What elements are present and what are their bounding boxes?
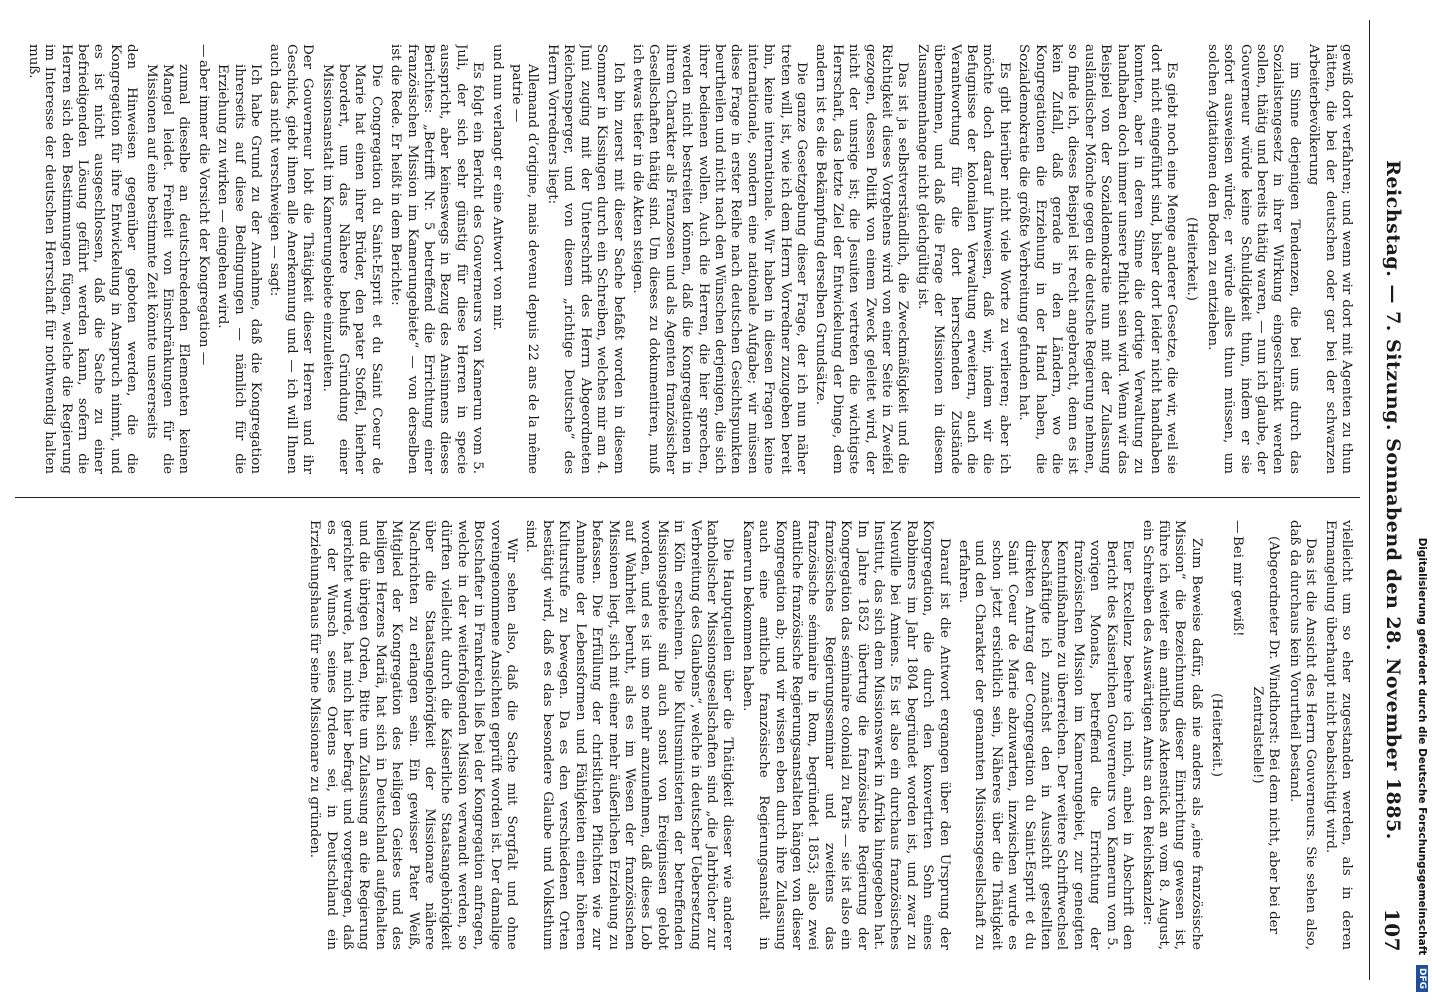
paragraph: und nun verlangt er eine Antwort von mir. [489,44,505,331]
paragraph: Darauf ist die Antwort ergangen über den Ursprung der Kongregation, die durch den konvertirten Sohn eines Rabbiners im Jahr 1804 begründet worden ist, und zwar zu Neuville bei Amiens. Es ist also ein durchaus französisches Institut, das sich dem Missionswerk in Afrika hingegeben hat. Im Jahre 1852 übertrug die französische Regierung der Kongregation das séminaire colonial zu Paris — sie ist also ein französisches Regierungsseminar und zweitens das französische séminaire in Rom, begründet 1853; also zwei amtliche französische Regierungsanstalten hängen von dieser Kongregation ab; und wir wissen eben durch ihre Zulassung auch eine amtliche französische Regierungsanstalt in Kamerun bekommen haben. [739,520,952,950]
paragraph: Allemand d’origine, mais devenu depuis 22 ans de la même patrie — [509,64,541,474]
paragraph: Es gibt hierüber nicht viele Worte zu verlieren; aber ich möchte doch darauf hinweisen, daß wir, indem wir die Befugnisse der kolonialen Verwaltung erweitern, auch die Verantwortung für die dort herrschenden Zustände übernehmen, und daß die Frage der Missionen in diesem Zusammenhange nicht gleichgültig ist. [914,44,1012,474]
dfg-logo: DFG [1416,965,1428,992]
paragraph: (Heiterkeit.) [1209,693,1225,777]
paragraph: den Hinweisen gegenüber geboten werden, die die Kongregation für ihre Entwickelung in Anspruch nimmt, und es ist nicht ausgeschlossen, daß die Sache zu einer befriedigenden Lösung geführt werden kann, sofern die Herren sich den Bestimmungen fügen, welche die Regierung im Interesse der deutschen Herrschaft für nothwendig halten muß. [25,44,140,474]
paragraph: Es folgt ein Bericht des Gouverneurs von Kamerun vom 5. Juli, der sich sehr günstig für diese Herren in specie ausspricht, aber keineswegs in Bezug des Ansinnens dieses Berichtes: „Betrifft Nr. 5 betreffend die Errichtung einer französischen Mission im Kamerungebiete“ — von derselben ist die Rede. Er heißt in dem Berichte: [388,44,486,474]
paragraph: Es giebt noch eine Menge anderer Gesetze, die wir, weil sie dort nicht eingeführt sind, bisher dort leider nicht handhaben konnten, aber in deren Sinne die dortige Verwaltung zu handhaben doch immer unsere Pflicht sein wird. Wenn wir das Beispiel von der Sozialdemokratie nun mit der Zulassung ausländischer Mönche gegen die deutsche Regierung nehmen, so finde ich, dieses Beispiel ist recht angebracht, denn es ist kein Zufall, daß gerade in den Ländern, wo die Kongregationen die Erziehung in der Hand haben, die Sozialdemokratie die größte Verbreitung gefunden hat. [1016,44,1179,474]
paragraph: — aber immer die Vorsicht der Kongregation — [194,44,210,474]
page-number: 107 [1380,908,1404,952]
paragraph: (Heiterkeit.) [1184,217,1200,301]
paragraph: im Sinne derjenigen Tendenzen, die bei uns durch das Sozialistengesetz in ihrer Wirkung eingeschränkt werden sollen, thätig und bereits thätig waren, — nun ich glaube, der Gouverneur würde keine Schuldigkeit thun, indem er sie sofort ausweisen würde; er würde alles thun müssen, um solchen Agitationen den Boden zu entziehen. [1204,44,1302,474]
paragraph: gewiß dort verfahren; und wenn wir dort mit Agenten zu thun hätten, die bei der deutschen oder gar bei der schwarzen Arbeiterbevölkerung [1306,44,1354,474]
paragraph: Der Gouverneur lobt die Thätigkeit dieser Herren und ihr Geschick, giebt ihnen alle Anerkennung und — ich will Ihnen auch das nicht verschweigen — sagt: [267,44,316,474]
paragraph: Die Congregation du Saint-Esprit et du Saint Coeur de Marie hat einen ihrer Brüder, den pater Stoffel, hierher beordert, um das Nähere behufs Gründung einer Missionsanstalt im Kamerungebiete einzuleiten. [319,64,384,474]
paragraph: Die ganze Gesetzgebung dieser Frage, der ich nun näher treten will, ist, wie ich dem Herrn Vorredner zuzugeben bereit bin, keine internationale. Wir haben in diesen Fragen keine internationale, sondern eine nationale Aufgabe; wir müssen diese Frage in erster Reihe nach deutschen Gesichtspunkten beurtheilen und nicht nach den Wünschen derjenigen, die sich ihrer bedienen wollen. Auch die Herren, die hier sprechen, werden nicht bestreiten können, daß die Kongregationen in ihrem Charakter als Franzosen und als Agenten französischer Gesellschaften thätig sind. Um dieses zu dokumentiren, muß ich etwas tiefer in die Akten steigen. [629,44,809,474]
column-divider [15,497,1360,498]
paragraph: (Abgeordneter Dr. Windthorst: Bei dem nicht, aber bei der Zentralstelle!) [1249,536,1282,934]
right-column [24,520,1354,950]
paragraph: — Bei mir gewiß! [1228,520,1244,950]
paragraph: Das ist die Ansicht des Herrn Gouverneurs. Sie sehen also, daß da durchaus kein Vorurtheil bestand. [1286,520,1319,950]
paragraph: Euer Excellenz beehre ich mich, anbei in Abschrift den Bericht des Kaiserlichen Gouverneurs von Kamerun vom 5. vorigen Monats, betreffend die Errichtung der französischen Mission im Kamerungebiet, zur geneigten Kenntnißnahme zu überreichen. Der weitere Schriftwechsel beschäftigte ich zunächst den in Aussicht gestellten direkten Antrag der Congregation du Saint-Esprit et du Saint Coeur de Marie abzuwarten, inzwischen wurde es schon jetzt ersichtlich sein, Näheres über die Thätigkeit und den Charakter der genannten Missionsgesellschaft zu erfahren. [956,540,1136,950]
page-header [1372,40,1412,960]
paragraph: Das ist ja selbstverständlich, die Zweckmäßigkeit und die Richtigkeit dieses Vorgehens wird von einer Seite in Zweifel gezogen, dessen Politik von einem Zweck geleitet wird, der nicht der unsrige ist; die Jesuiten vertreten die wichtigste Herrschaft, das letzte Ziel der Entwickelung der Dinge, dem andern ist es die Bekämpfung derselben Grundsätze. [813,44,911,474]
header-rule [1369,20,1370,980]
left-column [24,44,1354,474]
paragraph: Ich habe Grund zu der Annahme, daß die Kongregation ihrerseits auf diese Bedingungen — nämlich für die Erziehung zu wirken — eingehen wird. [215,64,263,474]
paragraph: vielleicht um so eher zugestanden werden, als in deren Ermangelung überhaupt nicht beabsichtigt wird. [1322,520,1354,950]
footer-credit [1411,0,1432,1000]
paragraph: Zum Beweise dafür, daß nie anders als „eine französische Mission“ die Bezeichnung dieser Einrichtung gewesen ist, führe ich weiter ein amtliches Aktenstück an vom 8. August, ein Schreiben des Auswärtigen Amts an den Reichskanzler: [1139,520,1204,950]
paragraph: Ich bin zuerst mit dieser Sache befaßt worden in diesem Sommer in Kissingen durch ein Schreiben, welches mir am 4. Juni zuging mit der Unterschrift des Herrn Abgeordneten Reichensperger, und von diesem „richtige Deutsche“ des Herrn Vorredners liegt: [544,44,626,474]
paragraph: Die Hauptquellen über die Thätigkeit dieser wie anderer katholischer Missionsgesellschaften sind „die Jahrbücher zur Verbreitung des Glaubens“, welche in deutscher Uebersetzung in Köln erscheinen. Die Kultusministerien der betreffenden Missionsgebiete sind auch sonst von Ereignissen gelobt worden, und es ist um so mehr anzunehmen, daß dieses Lob auf Wahrheit beruht, als es im Wesen der französischen Missionen liegt, sich mit einer mehr äußerlichen Erziehung zu befassen. Die Erfüllung der christlichen Pflichten wie zur Annahme der Lebensformen und Fähigkeiten einer höheren Kulturstufe zu bewegen. Da es den verschiedenen Orten bestätigt wird, daß es das besondere Glaube und Volksthum sind. [523,520,736,950]
paragraph: zumal dieselbe an deutschredenden Elementen keinen Mangel leidet. Freiheit von Einschränkungen für die Missionen auf eine bestimmte Zeit könnte unsererseits [143,64,192,474]
footer-credit-text: Digitalisierung gefördert durch die Deutsche Forschungsgemeinschaft [1416,537,1428,956]
footer-strip [1411,0,1432,1000]
paragraph: Wir sehen also, daß die Sache mit Sorgfalt und ohne voreingenommene Ansichten geprüft worden ist. Der damalige Botschafter in Frankreich ließ bei der Kongregation anfragen, welche in der weiterfolgenden Mission verwandt werden, so dürften vielleicht durch die Kaiserliche Staatsangehörigkeit über die Staatsangehörigkeit der Missionare nähere Nachrichten zu erlangen sein. Ein gewisser Pater Weiß, Mitglied der Kongregation des heiligen Geistes und des heiligen Herzens Mariä, hat sich in Deutschland aufgehalten und die übrigen Orden, Bitte um Zulassung an die Regierung gerichtet wurde, hat mich hier befragt und vorgetragen, daß es der Wunsch seines Ordens sei, in Deutschland ein Erziehungshaus für seine Missionare zu gründen. [307,520,520,950]
page-title: Reichstag. — 7. Sitzung. Sonnabend den 28. November 1885. [1382,160,1404,840]
